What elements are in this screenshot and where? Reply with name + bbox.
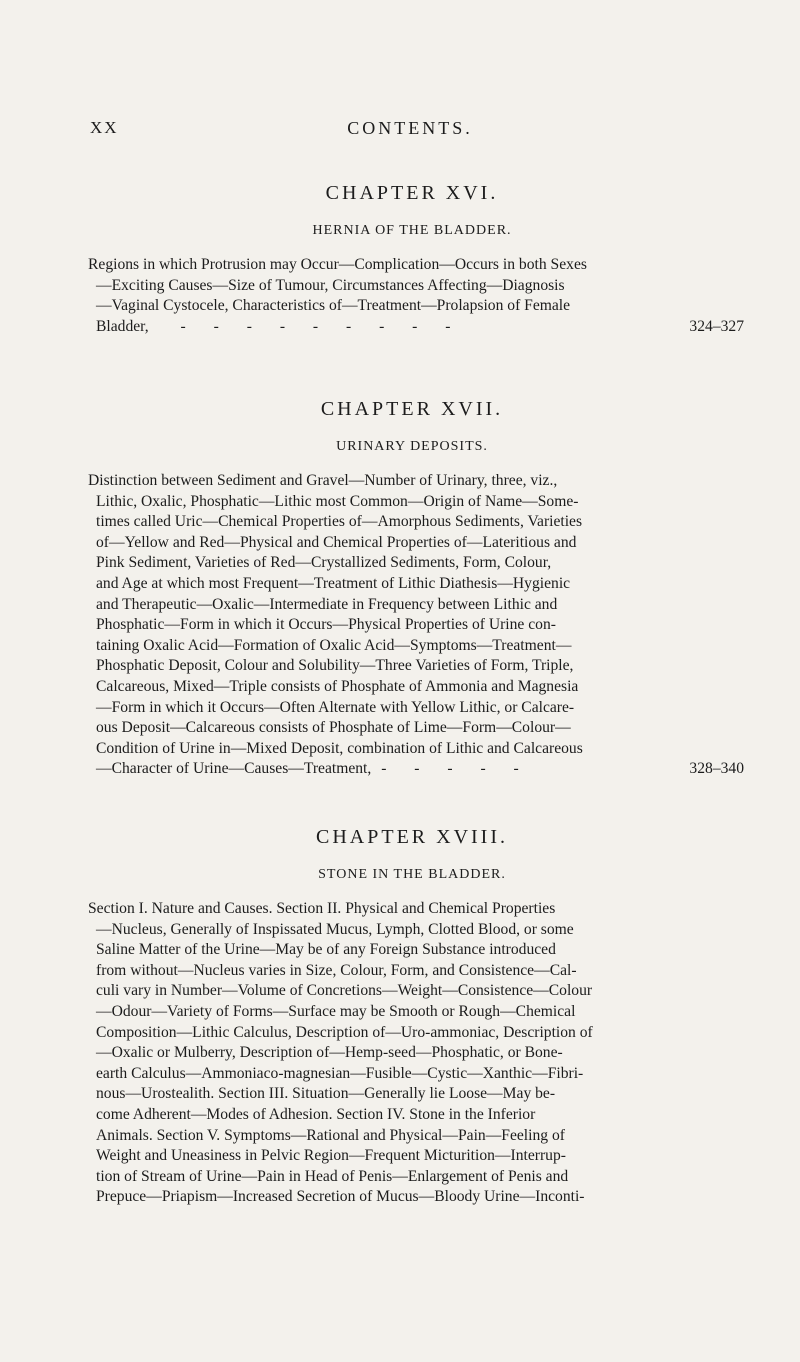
summary-line: Pink Sediment, Varieties of Red—Crystallized Sediments, Form, Colour, bbox=[96, 554, 552, 572]
summary-line: Weight and Uneasiness in Pelvic Region—Frequent Micturition—Interrup- bbox=[96, 1147, 566, 1165]
summary-line: culi vary in Number—Volume of Concretions—Weight—Consistence—Colour bbox=[96, 982, 593, 1000]
chapter-17 bbox=[88, 398, 744, 780]
summary-line: earth Calculus—Ammoniaco-magnesian—Fusible—Cystic—Xanthic—Fibri- bbox=[96, 1064, 584, 1082]
summary-line: Section I. Nature and Causes. Section II. Physical and Chemical Properties bbox=[88, 900, 556, 917]
summary-line: Saline Matter of the Urine—May be of any Foreign Substance introduced bbox=[96, 941, 556, 959]
chapter-summary bbox=[88, 255, 744, 337]
chapter-title: HERNIA OF THE BLADDER. bbox=[312, 223, 512, 238]
summary-line: Composition—Lithic Calculus, Description of—Uro-ammoniac, Description of bbox=[96, 1023, 593, 1041]
chapter-16 bbox=[88, 182, 744, 337]
chapter-title: STONE IN THE BLADDER. bbox=[318, 867, 506, 882]
summary-line: taining Oxalic Acid—Formation of Oxalic Acid—Symptoms—Treatment— bbox=[96, 636, 572, 654]
summary-line: Animals. Section V. Symptoms—Rational and Physical—Pain—Feeling of bbox=[96, 1126, 565, 1144]
summary-line: —Odour—Variety of Forms—Surface may be Smooth or Rough—Chemical bbox=[96, 1002, 576, 1020]
summary-line: Phosphatic—Form in which it Occurs—Physical Properties of Urine con- bbox=[96, 616, 556, 634]
summary-line: nous—Urostealith. Section III. Situation—Generally lie Loose—May be- bbox=[96, 1085, 556, 1103]
summary-line: Distinction between Sediment and Gravel—Number of Urinary, three, viz., bbox=[88, 472, 558, 489]
summary-line: —Form in which it Occurs—Often Alternate with Yellow Lithic, or Calcare- bbox=[96, 698, 575, 716]
running-title: CONTENTS. bbox=[347, 118, 473, 138]
summary-line: and Therapeutic—Oxalic—Intermediate in Frequency between Lithic and bbox=[96, 595, 558, 613]
summary-line: Prepuce—Priapism—Increased Secretion of Mucus—Bloody Urine—Inconti- bbox=[96, 1188, 585, 1206]
summary-line: come Adherent—Modes of Adhesion. Section IV. Stone in the Inferior bbox=[96, 1105, 536, 1123]
chapter-number: CHAPTER XVIII. bbox=[316, 826, 508, 848]
page-range: 324–327 bbox=[689, 317, 744, 335]
summary-line: from without—Nucleus varies in Size, Colour, Form, and Consistence—Cal- bbox=[96, 961, 577, 979]
summary-line: Phosphatic Deposit, Colour and Solubility—Three Varieties of Form, Triple, bbox=[96, 657, 574, 675]
running-head bbox=[90, 118, 730, 142]
summary-line: —Oxalic or Mulberry, Description of—Hemp-seed—Phosphatic, or Bone- bbox=[96, 1044, 563, 1062]
summary-line: —Nucleus, Generally of Inspissated Mucus, Lymph, Clotted Blood, or some bbox=[96, 920, 574, 938]
chapter-number: CHAPTER XVI. bbox=[325, 182, 499, 204]
summary-line: ous Deposit—Calcareous consists of Phosphate of Lime—Form—Colour— bbox=[96, 719, 571, 737]
summary-last-line bbox=[88, 317, 744, 338]
summary-line: of—Yellow and Red—Physical and Chemical Properties of—Lateritious and bbox=[96, 533, 577, 551]
chapter-number: CHAPTER XVII. bbox=[320, 398, 504, 420]
summary-line: —Vaginal Cystocele, Characteristics of—Treatment—Prolapsion of Female bbox=[96, 297, 571, 315]
summary-line: Condition of Urine in—Mixed Deposit, combination of Lithic and Calcareous bbox=[96, 739, 583, 757]
summary-line: Bladder, bbox=[96, 317, 149, 335]
summary-line: —Exciting Causes—Size of Tumour, Circumstances Affecting—Diagnosis bbox=[96, 276, 565, 294]
summary-line: —Character of Urine—Causes—Treatment, bbox=[96, 760, 372, 778]
dot-leaders: - - - - - - - - - bbox=[180, 317, 463, 335]
summary-line: and Age at which most Frequent—Treatment of Lithic Diathesis—Hygienic bbox=[96, 574, 571, 592]
summary-line: times called Uric—Chemical Properties of—Amorphous Sediments, Varieties bbox=[96, 513, 583, 531]
page-range: 328–340 bbox=[689, 760, 744, 778]
chapter-summary bbox=[88, 471, 744, 780]
summary-line: Regions in which Protrusion may Occur—Complication—Occurs in both Sexes bbox=[88, 256, 587, 273]
summary-line: Lithic, Oxalic, Phosphatic—Lithic most Common—Origin of Name—Some- bbox=[96, 492, 579, 510]
summary-line: tion of Stream of Urine—Pain in Head of Penis—Enlargement of Penis and bbox=[96, 1167, 569, 1185]
chapter-summary bbox=[88, 899, 736, 1208]
chapter-18 bbox=[88, 826, 736, 1208]
summary-last-line bbox=[88, 759, 744, 780]
page-folio: XX bbox=[90, 118, 119, 137]
summary-line: Calcareous, Mixed—Triple consists of Phosphate of Ammonia and Magnesia bbox=[96, 677, 579, 695]
dot-leaders: - - - - - bbox=[381, 760, 531, 778]
chapter-title: URINARY DEPOSITS. bbox=[336, 439, 488, 454]
